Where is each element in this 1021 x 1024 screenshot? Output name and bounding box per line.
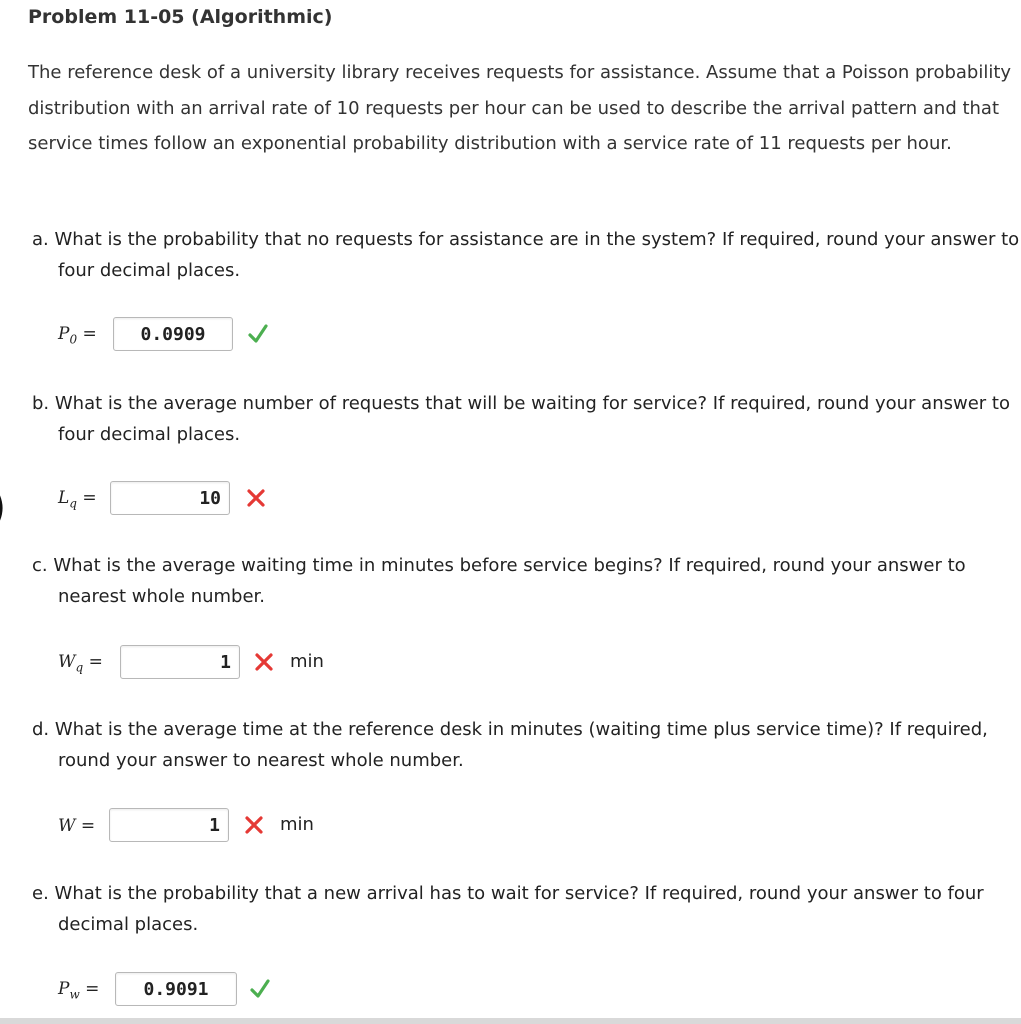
answer-input-wq[interactable] (120, 645, 240, 679)
answer-input-p0[interactable] (113, 317, 233, 351)
problem-intro: The reference desk of a university library receives requests for assistance. Assume that a Poisson probability distribution with an arrival rate of 10 requests per hour can be used to describe the arrival pattern and that service times follow an exponential probability distribution with a service rate of 11 requests per hour. (28, 62, 1012, 154)
answer-value: 0.0909 (140, 323, 206, 345)
variable-label-p0: $P_0$ = (58, 323, 97, 347)
question-d: d. What is the average time at the reference desk in minutes (waiting time plus service time)? If required, round your answer to nearest whole number. (32, 719, 988, 771)
variable-label-w: W = (58, 816, 96, 836)
cross-icon (244, 485, 268, 511)
question-e: e. What is the probability that a new arrival has to wait for service? If required, round your answer to four decimal places. (32, 883, 984, 935)
answer-value: 10 (199, 487, 221, 509)
scroll-arc-decoration (0, 478, 16, 538)
unit-label: min (280, 814, 314, 835)
answer-input-w[interactable] (109, 808, 229, 842)
answer-value: 0.9091 (143, 978, 209, 1000)
answer-row-b (58, 481, 288, 517)
question-a: a. What is the probability that no requests for assistance are in the system? If required, round your answer to four decimal places. (32, 229, 1020, 281)
checkmark-icon (246, 321, 270, 347)
question-c: c. What is the average waiting time in minutes before service begins? If required, round your answer to nearest whole number. (32, 555, 966, 607)
answer-value: 1 (209, 814, 220, 836)
answer-input-lq[interactable] (110, 481, 230, 515)
variable-label-wq: $W_q$ = (58, 651, 103, 675)
checkmark-icon (248, 976, 272, 1002)
variable-label-lq: $L_q$ = (58, 487, 97, 511)
answer-row-c (58, 645, 358, 681)
answer-row-a (58, 317, 288, 353)
answer-input-pw[interactable] (115, 972, 237, 1006)
bottom-scroll-edge (0, 1018, 1021, 1024)
problem-title: Problem 11-05 (Algorithmic) (28, 6, 333, 28)
answer-row-d (58, 808, 358, 844)
answer-value: 1 (220, 651, 231, 673)
question-b: b. What is the average number of requests that will be waiting for service? If required, round your answer to four decimal places. (32, 393, 1010, 445)
variable-label-pw: $P_w$ = (58, 978, 100, 1002)
cross-icon (242, 812, 266, 838)
cross-icon (252, 649, 276, 675)
unit-label: min (290, 651, 324, 672)
answer-row-e (58, 972, 298, 1008)
